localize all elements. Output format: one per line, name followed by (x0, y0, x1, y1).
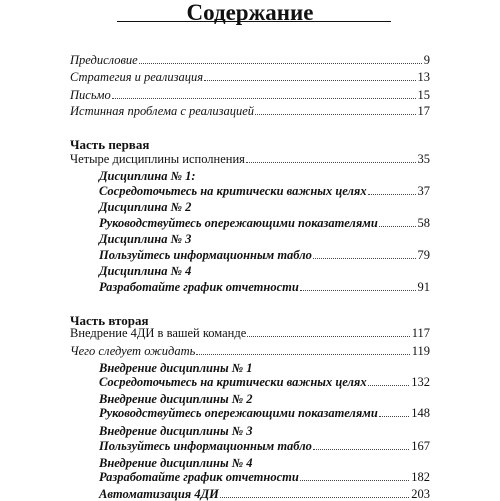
toc-entry-discipline-1[interactable] (99, 184, 430, 198)
entry-text: Внедрение 4ДИ в вашей команде (70, 326, 247, 340)
toc-entry-implementing-discipline-3[interactable] (99, 439, 430, 453)
dot-leader (300, 480, 409, 481)
dot-leader (220, 497, 409, 498)
toc-entry-implementing-discipline-4[interactable] (99, 470, 430, 484)
page-number: 203 (411, 487, 430, 501)
implementing-discipline-1-label: Внедрение дисциплины № 1 (99, 361, 253, 375)
entry-text: Стратегия и реализация (70, 70, 204, 84)
entry-text: Сосредоточьтесь на критически важных целях (99, 184, 367, 198)
discipline-1-label: Дисциплина № 1: (99, 169, 196, 183)
entry-text: Разработайте график отчетности (99, 280, 299, 294)
implementing-discipline-3-label: Внедрение дисциплины № 3 (99, 424, 253, 438)
dot-leader (379, 416, 409, 417)
entry-text: Чего следует ожидать (70, 344, 196, 358)
dot-leader (196, 354, 409, 355)
page-number: 13 (417, 70, 430, 84)
dot-leader (368, 385, 410, 386)
discipline-2-label: Дисциплина № 2 (99, 200, 192, 214)
dot-leader (368, 194, 416, 195)
entry-text: Разработайте график отчетности (99, 470, 299, 484)
page-number: 148 (411, 406, 430, 420)
discipline-3-label: Дисциплина № 3 (99, 232, 192, 246)
implementing-discipline-2-label: Внедрение дисциплины № 2 (99, 392, 253, 406)
page-number: 58 (417, 216, 430, 230)
page-number: 132 (411, 375, 430, 389)
toc-entry-four-disciplines[interactable] (70, 152, 430, 166)
toc-entry-preface[interactable] (70, 53, 430, 67)
toc-entry-what-to-expect[interactable] (70, 344, 430, 358)
toc-entry-true-problem[interactable] (70, 104, 430, 118)
toc-entry-strategy[interactable] (70, 70, 430, 84)
entry-text: Предисловие (70, 53, 138, 67)
page-number: 79 (417, 248, 430, 262)
toc-entry-discipline-2[interactable] (99, 216, 430, 230)
page-number: 9 (423, 53, 430, 67)
toc-entry-automation-4dx[interactable] (99, 487, 430, 501)
dot-leader (313, 449, 409, 450)
dot-leader (300, 290, 416, 291)
entry-text: Пользуйтесь информационным табло (99, 248, 312, 262)
page-number: 119 (411, 344, 430, 358)
entry-text: Автоматизация 4ДИ (99, 487, 219, 501)
entry-text: Пользуйтесь информационным табло (99, 439, 312, 453)
toc-entry-letter[interactable] (70, 88, 430, 102)
entry-text: Руководствуйтесь опережающими показателями (99, 216, 378, 230)
dot-leader (313, 258, 416, 259)
entry-text: Письмо (70, 88, 111, 102)
entry-text: Руководствуйтесь опережающими показателями (99, 406, 378, 420)
part-one-heading: Часть первая (70, 137, 150, 152)
toc-title: Содержание (186, 0, 314, 25)
dot-leader (246, 162, 416, 163)
dot-leader (112, 98, 416, 99)
toc-entry-implementing-discipline-2[interactable] (99, 406, 430, 420)
page-number: 167 (411, 439, 430, 453)
title-rule (117, 21, 391, 22)
dot-leader (379, 226, 416, 227)
page-number: 182 (411, 470, 430, 484)
page-number: 91 (417, 280, 430, 294)
dot-leader (255, 114, 415, 115)
page-number: 37 (417, 184, 430, 198)
page-number: 35 (417, 152, 430, 166)
entry-text: Истинная проблема с реализацией (70, 104, 255, 118)
dot-leader (139, 63, 422, 64)
page-number: 15 (417, 88, 430, 102)
page-number: 117 (411, 326, 430, 340)
discipline-4-label: Дисциплина № 4 (99, 264, 192, 278)
toc-entry-discipline-3[interactable] (99, 248, 430, 262)
dot-leader (204, 80, 415, 81)
toc-entry-discipline-4[interactable] (99, 280, 430, 294)
part-two-heading: Часть вторая (70, 313, 149, 328)
toc-entry-implementing-4dx[interactable] (70, 326, 430, 340)
entry-text: Сосредоточьтесь на критически важных целях (99, 375, 367, 389)
toc-entry-implementing-discipline-1[interactable] (99, 375, 430, 389)
dot-leader (247, 336, 409, 337)
page-number: 17 (417, 104, 430, 118)
entry-text: Четыре дисциплины исполнения (70, 152, 245, 166)
implementing-discipline-4-label: Внедрение дисциплины № 4 (99, 456, 253, 470)
